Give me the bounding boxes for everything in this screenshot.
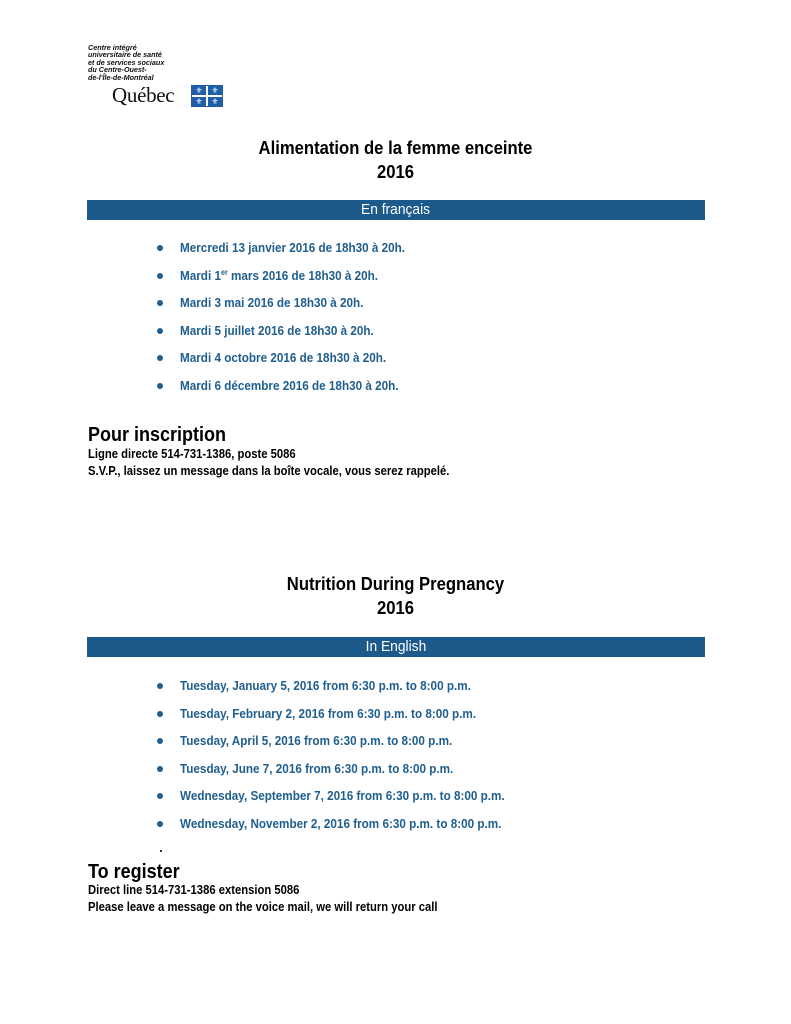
english-band-label: In English xyxy=(365,638,427,655)
logo-line: Centre intégré xyxy=(88,43,137,52)
date-text: Mardi 3 mai 2016 de 18h30 à 20h. xyxy=(180,295,364,311)
date-text: Mardi 5 juillet 2016 de 18h30 à 20h. xyxy=(180,322,374,338)
bullet-icon xyxy=(157,273,163,279)
date-text: Mercredi 13 janvier 2016 de 18h30 à 20h. xyxy=(180,240,406,255)
list-item xyxy=(155,240,430,268)
english-register-heading: To register xyxy=(88,861,180,883)
bullet-icon xyxy=(157,383,163,389)
date-superscript: er xyxy=(220,267,228,277)
bullet-icon xyxy=(157,793,163,799)
date-text: Mardi 1 xyxy=(180,267,221,283)
french-phone-line: Ligne directe 514-731-1386, poste 5086 xyxy=(88,447,296,461)
list-item xyxy=(155,761,541,789)
list-item xyxy=(155,295,430,323)
logo-line: universitaire de santé xyxy=(88,50,162,60)
bullet-icon xyxy=(157,738,163,744)
logo-line: et de services sociaux xyxy=(88,57,165,67)
list-item xyxy=(155,268,430,296)
english-title: Nutrition During Pregnancy xyxy=(286,573,505,594)
list-item xyxy=(155,378,430,406)
english-phone-line: Direct line 514-731-1386 extension 5086 xyxy=(88,883,300,897)
quebec-flag-icon: ⚜ ⚜ ⚜ ⚜ xyxy=(191,85,223,107)
bullet-icon xyxy=(157,711,163,717)
date-text: Mardi 6 décembre 2016 de 18h30 à 20h. xyxy=(180,377,399,393)
list-item xyxy=(155,678,541,706)
date-text-rest: mars 2016 de 18h30 à 20h. xyxy=(227,267,379,283)
english-language-band xyxy=(87,637,705,657)
date-text: Wednesday, September 7, 2016 from 6:30 p.m. to 8:00 p.m. xyxy=(180,788,505,804)
bullet-icon xyxy=(157,683,163,689)
english-message-line: Please leave a message on the voice mail, we will return your call xyxy=(88,900,438,914)
date-text: Tuesday, January 5, 2016 from 6:30 p.m. to 8:00 p.m. xyxy=(180,678,471,693)
date-text: Mardi 4 octobre 2016 de 18h30 à 20h. xyxy=(180,350,387,366)
bullet-icon xyxy=(157,300,163,306)
list-item xyxy=(155,706,541,734)
bullet-icon xyxy=(157,328,163,334)
french-band-label: En français xyxy=(361,201,431,218)
logo-wordmark: Québec xyxy=(112,83,175,107)
logo-org-name xyxy=(88,44,228,81)
list-item xyxy=(155,816,541,844)
bullet-icon xyxy=(157,821,163,827)
list-item xyxy=(155,323,430,351)
french-language-band xyxy=(87,200,705,220)
date-text: Tuesday, April 5, 2016 from 6:30 p.m. to 8:00 p.m. xyxy=(180,733,453,749)
logo-line: de-l'Île-de-Montréal xyxy=(88,72,154,82)
date-text: Wednesday, November 2, 2016 from 6:30 p.m. to 8:00 p.m. xyxy=(180,815,502,831)
french-title: Alimentation de la femme enceinte xyxy=(258,137,533,158)
date-text: Tuesday, February 2, 2016 from 6:30 p.m. to 8:00 p.m. xyxy=(180,705,477,721)
french-message-line: S.V.P., laissez un message dans la boîte vocale, vous serez rappelé. xyxy=(88,464,450,478)
bullet-icon xyxy=(157,355,163,361)
date-text: Tuesday, June 7, 2016 from 6:30 p.m. to 8:00 p.m. xyxy=(180,760,454,776)
stray-dot xyxy=(160,850,162,852)
french-date-list xyxy=(155,240,430,406)
list-item xyxy=(155,788,541,816)
list-item xyxy=(155,350,430,378)
bullet-icon xyxy=(157,245,163,251)
english-year: 2016 xyxy=(376,597,415,618)
bullet-icon xyxy=(157,766,163,772)
english-date-list xyxy=(155,678,541,844)
french-year: 2016 xyxy=(376,161,415,182)
french-register-heading: Pour inscription xyxy=(88,424,227,446)
list-item xyxy=(155,733,541,761)
organization-logo xyxy=(88,44,228,106)
logo-line: du Centre-Ouest- xyxy=(88,65,147,75)
